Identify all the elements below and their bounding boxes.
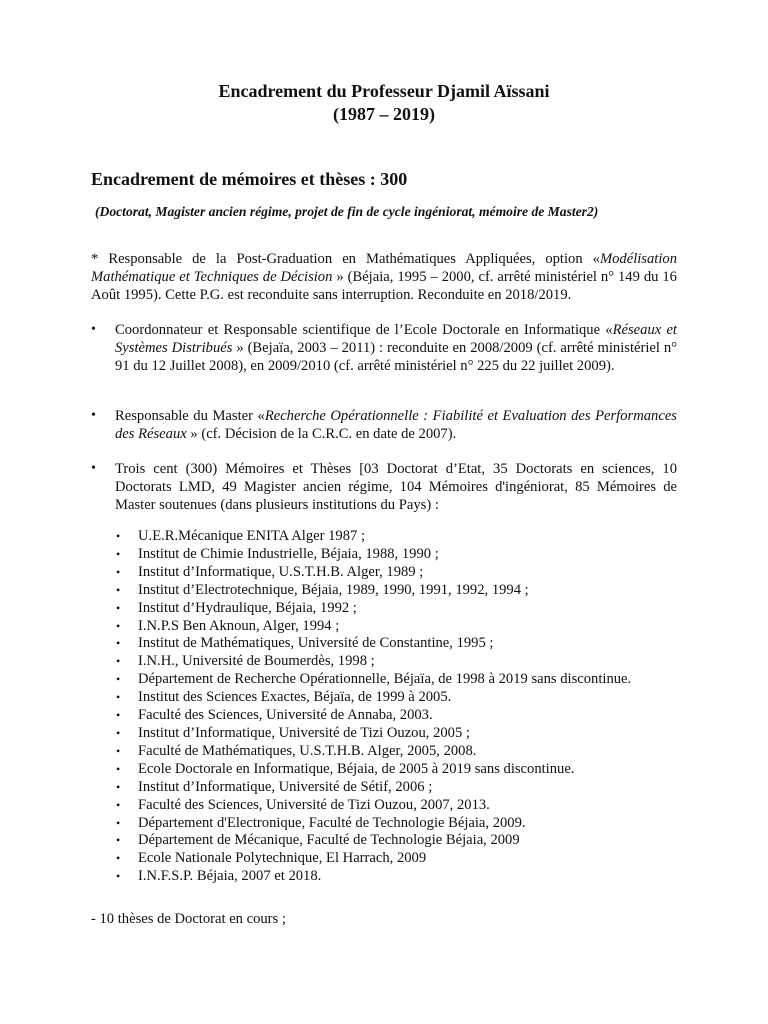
institution-label: I.N.H., Université de Boumerdès, 1998 ; xyxy=(138,653,375,670)
list-item xyxy=(113,635,673,653)
page-title: Encadrement du Professeur Djamil Aïssani xyxy=(218,81,550,101)
institutions-list xyxy=(113,528,673,886)
bullet-icon: • xyxy=(116,833,121,848)
institution-label: Département d'Electronique, Faculté de Technologie Béjaia, 2009. xyxy=(138,814,526,831)
bullet-text-end: » (cf. Décision de la C.R.C. en date de 2007). xyxy=(186,426,457,442)
bullet-icon: • xyxy=(116,708,121,723)
bullet-icon: • xyxy=(91,322,96,337)
bullet-text xyxy=(115,460,677,514)
intro-option-name: Modélisation Mathématique et Techniques de Décision xyxy=(91,251,677,285)
institution-label: Faculté de Mathématiques, U.S.T.H.B. Alger, 2005, 2008. xyxy=(138,742,477,759)
bullet-text xyxy=(115,321,677,375)
institution-label: Faculté des Sciences, Université de Annaba, 2003. xyxy=(138,707,433,724)
institution-label: Département de Recherche Opérationnelle, Béjaïa, de 1998 à 2019 sans discontinue. xyxy=(138,671,632,688)
intro-paragraph xyxy=(91,250,677,304)
bullet-icon: • xyxy=(116,797,121,812)
bullet-icon: • xyxy=(116,564,121,579)
list-item xyxy=(113,564,673,582)
institution-label: Ecole Nationale Polytechnique, El Harrach, 2009 xyxy=(138,850,427,867)
bullet-icon: • xyxy=(116,618,121,633)
list-item xyxy=(113,797,673,815)
section-subnote: (Doctorat, Magister ancien régime, projet de fin de cycle ingéniorat, mémoire de Master2) xyxy=(95,204,599,219)
institution-label: Institut d’Informatique, Université de Tizi Ouzou, 2005 ; xyxy=(138,724,470,741)
institution-label: Institut de Mathématiques, Université de Constantine, 1995 ; xyxy=(138,635,494,652)
institution-label: I.N.F.S.P. Béjaia, 2007 et 2018. xyxy=(138,868,322,885)
list-item xyxy=(113,743,673,761)
list-item xyxy=(113,868,673,886)
bullet-text-start: Trois cent (300) Mémoires et Thèses [03 Doctorat d’Etat, 35 Doctorats en sciences, 10 Doctorats LMD, 49 Magister ancien régime, 104 Mémoires d'ingéniorat, 85 Mémoires de Master soutenues (dans plusieurs institutions du Pays) : xyxy=(115,461,677,513)
institution-label: Institut d’Electrotechnique, Béjaia, 1989, 1990, 1991, 1992, 1994 ; xyxy=(138,581,529,598)
bullet-icon: • xyxy=(91,408,96,423)
bullet-icon: • xyxy=(116,743,121,758)
list-item xyxy=(113,725,673,743)
bullet-icon: • xyxy=(116,779,121,794)
institution-label: Département de Mécanique, Faculté de Technologie Béjaia, 2009 xyxy=(138,832,520,849)
bullet-icon: • xyxy=(116,582,121,597)
list-item xyxy=(113,528,673,546)
bullet-icon: • xyxy=(116,600,121,615)
bullet-italic: Réseaux et Systèmes Distribués xyxy=(115,322,677,356)
bullet-icon: • xyxy=(116,815,121,830)
institution-label: Institut d’Hydraulique, Béjaia, 1992 ; xyxy=(138,599,357,616)
list-item xyxy=(113,546,673,564)
list-item xyxy=(113,689,673,707)
bullet-text-start: Coordonnateur et Responsable scientifique de l’Ecole Doctorale en Informatique « xyxy=(115,322,613,338)
bullet-icon: • xyxy=(116,851,121,866)
list-item xyxy=(113,815,673,833)
bullet-text xyxy=(115,407,677,443)
bullet-icon: • xyxy=(116,672,121,687)
institution-label: Institut d’Informatique, U.S.T.H.B. Alger, 1989 ; xyxy=(138,563,424,580)
institution-label: U.E.R.Mécanique ENITA Alger 1987 ; xyxy=(138,528,366,544)
list-item xyxy=(113,707,673,725)
intro-text-start: * Responsable de la Post-Graduation en Mathématiques Appliquées, option « xyxy=(91,251,600,267)
bullet-icon: • xyxy=(116,725,121,740)
bullet-icon: • xyxy=(91,461,96,476)
list-item xyxy=(113,850,673,868)
bullet-icon: • xyxy=(116,654,121,669)
institution-label: Ecole Doctorale en Informatique, Béjaia, de 2005 à 2019 sans discontinue. xyxy=(138,760,575,777)
institution-label: I.N.P.S Ben Aknoun, Alger, 1994 ; xyxy=(138,617,340,634)
list-item xyxy=(113,761,673,779)
institution-label: Faculté des Sciences, Université de Tizi Ouzou, 2007, 2013. xyxy=(138,796,490,813)
list-item xyxy=(113,779,673,797)
bullet-text-end: » (Bejaïa, 2003 – 2011) : reconduite en 2008/2009 (cf. arrêté ministériel n° 91 du 12 Juillet 2008), en 2009/2010 (cf. arrêté ministériel n° 225 du 22 juillet 2009). xyxy=(115,340,677,374)
footer-note: - 10 thèses de Doctorat en cours ; xyxy=(91,911,286,927)
institution-label: Institut d’Informatique, Université de Sétif, 2006 ; xyxy=(138,778,433,795)
list-item xyxy=(113,582,673,600)
bullet-icon: • xyxy=(116,529,121,543)
list-item xyxy=(113,618,673,636)
bullet-icon: • xyxy=(116,546,121,561)
list-item xyxy=(113,832,673,850)
section-heading: Encadrement de mémoires et thèses : 300 xyxy=(91,169,408,189)
bullet-icon: • xyxy=(116,690,121,705)
institution-label: Institut des Sciences Exactes, Béjaïa, de 1999 à 2005. xyxy=(138,689,452,706)
bullet-italic: Recherche Opérationnelle : Fiabilité et Evaluation des Performances des Réseaux xyxy=(115,408,677,442)
list-item xyxy=(113,653,673,671)
bullet-icon: • xyxy=(116,761,121,776)
intro-text-end: » (Béjaia, 1995 – 2000, cf. arrêté ministériel n° 149 du 16 Août 1995). Cette P.G. est reconduite sans interruption. Reconduite en 2018/2019. xyxy=(91,269,677,303)
bullet-icon: • xyxy=(116,636,121,651)
list-item xyxy=(113,671,673,689)
bullet-text-start: Responsable du Master « xyxy=(115,408,265,424)
page-title-period: (1987 – 2019) xyxy=(333,104,435,124)
list-item xyxy=(113,600,673,618)
bullet-icon: • xyxy=(116,869,121,884)
institution-label: Institut de Chimie Industrielle, Béjaia, 1988, 1990 ; xyxy=(138,545,439,562)
